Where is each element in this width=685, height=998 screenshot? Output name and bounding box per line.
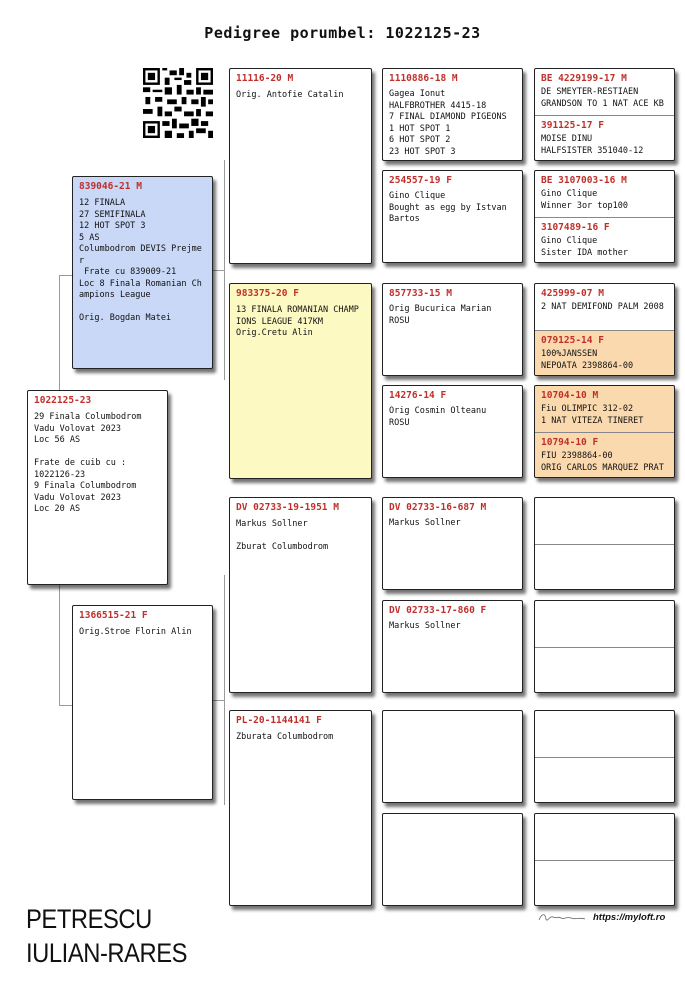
gen5-card-empty[interactable] [534,497,675,590]
gen4-card[interactable] [382,68,523,161]
gen4-ring: DV 02733-17-860 F [389,605,487,616]
gen5-ring: 425999-07 M [541,288,604,299]
gen5-info: FIU 2398864-00 ORIG CARLOS MARQUEZ PRAT [541,451,664,473]
sire-card[interactable] [72,176,213,369]
gen5-info: 2 NAT DEMIFOND PALM 2008 [541,302,664,312]
gen3-info: Zburata Columbodrom [236,732,334,742]
gen4-ring: DV 02733-16-687 M [389,502,487,513]
dam-info: Orig.Stroe Florin Alin [79,627,192,637]
gen5-info: Fiu OLIMPIC 312-02 1 NAT VITEZA TINERET [541,404,644,426]
connector-line [213,700,224,701]
sire-ring: 839046-21 M [79,181,142,192]
connector-line [224,160,225,380]
gen5-ring: BE 3107003-16 M [541,175,627,186]
gen3-sire-dam-card[interactable] [229,283,372,479]
owner-name-line2: IULIAN-RARES [26,938,188,968]
dam-ring: 1366515-21 F [79,610,148,621]
subject-card[interactable] [27,390,168,585]
gen5-card[interactable] [534,385,675,478]
gen5-ring: 391125-17 F [541,120,604,131]
dam-card[interactable] [72,605,213,800]
gen5-ring: BE 4229199-17 M [541,73,627,84]
gen4-card[interactable] [382,170,523,263]
gen5-ring: 10794-10 F [541,437,599,448]
signature-icon [538,911,586,925]
gen3-info: Markus Sollner Zburat Columbodrom [236,519,329,552]
gen3-info: 13 FINALA ROMANIAN CHAMP IONS LEAGUE 417KM Orig.Cretu Alin [236,305,359,338]
gen4-info: Markus Sollner [389,621,461,631]
gen4-card[interactable] [382,385,523,478]
gen5-info: DE SMEYTER-RESTIAEN GRANDSON TO 1 NAT ACE KB [541,87,664,109]
connector-line [59,275,73,276]
gen4-card-empty[interactable] [382,813,523,906]
gen4-card-empty[interactable] [382,710,523,803]
gen3-info: Orig. Antofie Catalin [236,90,344,100]
connector-line [224,575,225,805]
gen4-ring: 1110886-18 M [389,73,458,84]
gen4-info: Markus Sollner [389,518,461,528]
gen3-dam-sire-card[interactable] [229,497,372,693]
connector-line [59,705,73,706]
gen5-ring: 079125-14 F [541,335,604,346]
gen4-info: Gino Clique Bought as egg by Istvan Bartos [389,191,507,224]
gen4-info: Gagea Ionut HALFBROTHER 4415-18 7 FINAL DIAMOND PIGEONS 1 HOT SPOT 1 6 HOT SPOT 2 23 HOT SPOT 3 [389,89,507,157]
gen5-info: 100%JANSSEN NEPOATA 2398864-00 [541,349,634,371]
sire-info: 12 FINALA 27 SEMIFINALA 12 HOT SPOT 3 5 AS Columbodrom DEVIS Prejme r Frate cu 839009-21 Loc 8 Finala Romanian Ch ampions League Orig. Bogdan Matei [79,198,202,323]
gen3-ring: DV 02733-19-1951 M [236,502,339,513]
gen3-ring: 11116-20 M [236,73,294,84]
gen5-info: MOISE DINU HALFSISTER 351040-12 [541,134,644,156]
gen4-ring: 254557-19 F [389,175,452,186]
owner-name [26,902,209,970]
owner-name-line1: PETRESCU [26,904,152,934]
gen5-card-empty[interactable] [534,710,675,803]
website-link[interactable]: https://myloft.ro [593,912,666,923]
gen5-card-empty[interactable] [534,813,675,906]
gen3-sire-sire-card[interactable] [229,68,372,264]
gen4-info: Orig Cosmin Olteanu ROSU [389,406,487,428]
gen3-ring: PL-20-1144141 F [236,715,322,726]
gen5-ring: 10704-10 M [541,390,599,401]
subject-info: 29 Finala Columbodrom Vadu Volovat 2023 Loc 56 AS Frate de cuib cu : 1022126-23 9 Finala Columbodrom Vadu Volovat 2023 Loc 20 AS [34,412,142,514]
gen3-ring: 983375-20 F [236,288,299,299]
subject-ring: 1022125-23 [34,395,92,406]
gen4-card[interactable] [382,497,523,590]
gen5-ring: 3107489-16 F [541,222,610,233]
gen4-info: Orig Bucurica Marian ROSU [389,304,492,326]
gen4-ring: 857733-15 M [389,288,452,299]
page-title: Pedigree porumbel: 1022125-23 [204,24,481,42]
gen5-info: Gino Clique Sister IDA mother [541,236,628,258]
connector-line [213,270,224,271]
gen5-card[interactable] [534,68,675,161]
gen5-card[interactable] [534,283,675,376]
gen4-card[interactable] [382,283,523,376]
gen4-ring: 14276-14 F [389,390,447,401]
qr-code-icon [143,68,213,138]
gen5-card-empty[interactable] [534,600,675,693]
gen5-card[interactable] [534,170,675,263]
gen4-card[interactable] [382,600,523,693]
gen3-dam-dam-card[interactable] [229,710,372,906]
gen5-info: Gino Clique Winner 3or top100 [541,189,628,211]
